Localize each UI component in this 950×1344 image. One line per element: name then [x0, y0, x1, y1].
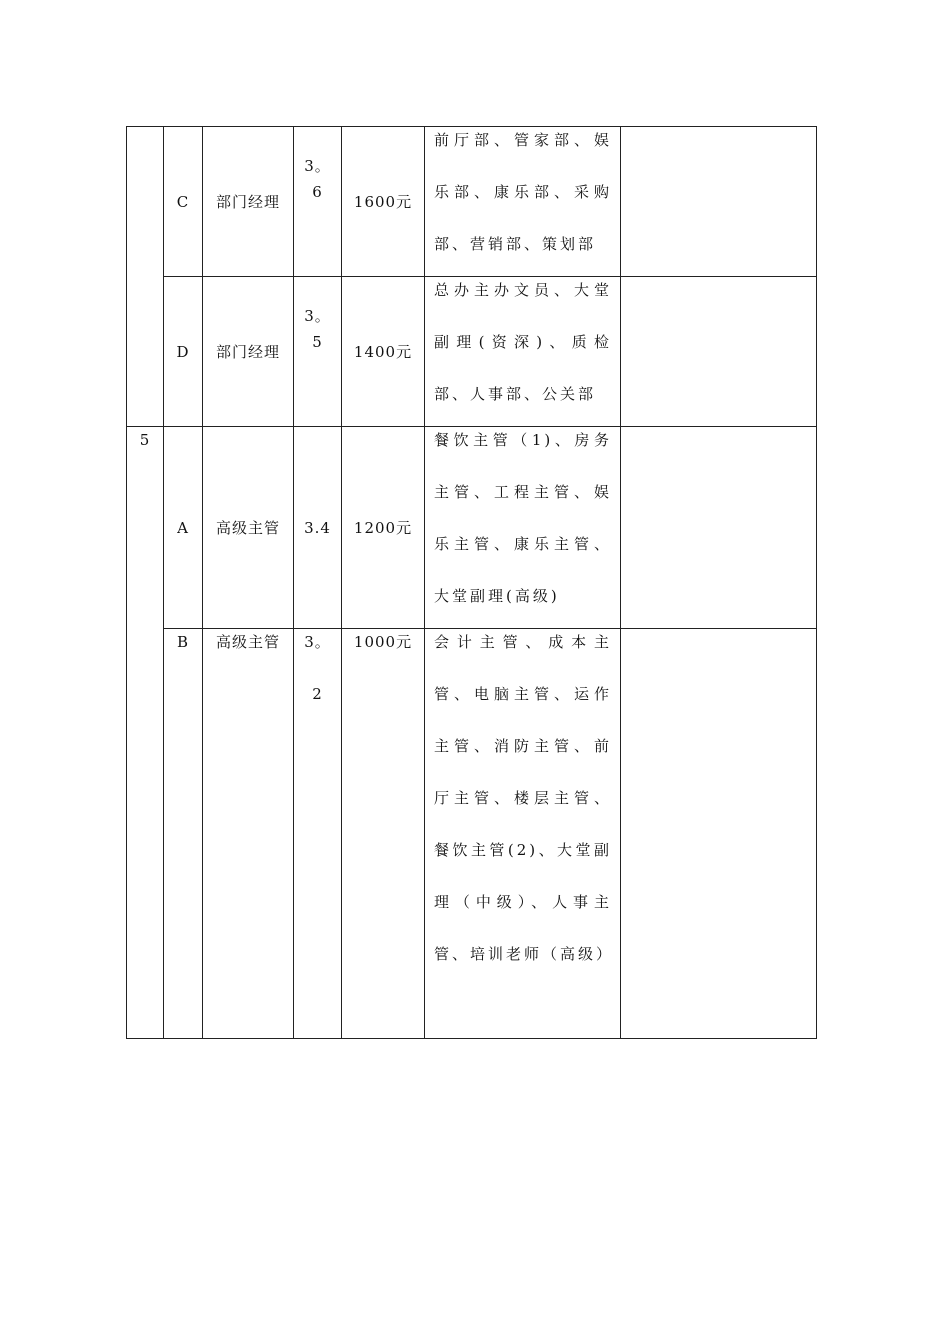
- coefficient-cell: [294, 277, 342, 427]
- coefficient-value: 3。 2: [304, 633, 331, 703]
- title-cell: [203, 629, 294, 1039]
- wage-cell: 1400元: [342, 277, 425, 427]
- title-cell: 高级主管: [203, 427, 294, 629]
- title-cell: 部门经理: [203, 277, 294, 427]
- grade-cell: [164, 629, 203, 1039]
- coefficient-value: 3。 5: [304, 307, 331, 351]
- coefficient-cell: [294, 127, 342, 277]
- wage-cell: 1600元: [342, 127, 425, 277]
- positions-text: 会计主管、成本主管、电脑主管、运作主管、消防主管、前厅主管、楼层主管、餐饮主管(2)、大堂副理（中级）、人事主管、培训老师（高级）: [434, 633, 615, 963]
- level-cell-4: [127, 127, 164, 427]
- grade-cell: C: [164, 127, 203, 277]
- coefficient-cell: [294, 427, 342, 629]
- grade-value: B: [176, 633, 190, 651]
- coefficient-cell: [294, 629, 342, 1039]
- table-row: [127, 127, 817, 277]
- table-row: [127, 427, 817, 629]
- level-label: 5: [139, 431, 151, 449]
- coefficient-value: 3。 6: [304, 157, 331, 201]
- wage-cell: 1200元: [342, 427, 425, 629]
- positions-text: 总办主办文员、大堂副理(资深)、质检部、人事部、公关部: [434, 281, 612, 403]
- level-cell-5: [127, 427, 164, 1039]
- note-cell: [621, 127, 817, 277]
- table-row: [127, 277, 817, 427]
- note-cell: [621, 629, 817, 1039]
- salary-grade-table: [126, 126, 817, 1039]
- grade-cell: A: [164, 427, 203, 629]
- note-cell: [621, 277, 817, 427]
- grade-cell: D: [164, 277, 203, 427]
- note-cell: [621, 427, 817, 629]
- positions-text: 前厅部、管家部、娱乐部、康乐部、采购部、营销部、策划部: [434, 131, 612, 253]
- title-cell: 部门经理: [203, 127, 294, 277]
- coefficient-value: 3.4: [304, 518, 331, 537]
- positions-cell: [425, 629, 621, 1039]
- wage-cell: [342, 629, 425, 1039]
- table-row: [127, 629, 817, 1039]
- positions-cell: [425, 127, 621, 277]
- positions-cell: [425, 427, 621, 629]
- title-value: 高级主管: [215, 633, 280, 651]
- positions-text: 餐饮主管（1)、房务主管、工程主管、娱乐主管、康乐主管、大堂副理(高级): [434, 431, 612, 605]
- wage-value: 1000元: [353, 633, 413, 651]
- positions-cell: [425, 277, 621, 427]
